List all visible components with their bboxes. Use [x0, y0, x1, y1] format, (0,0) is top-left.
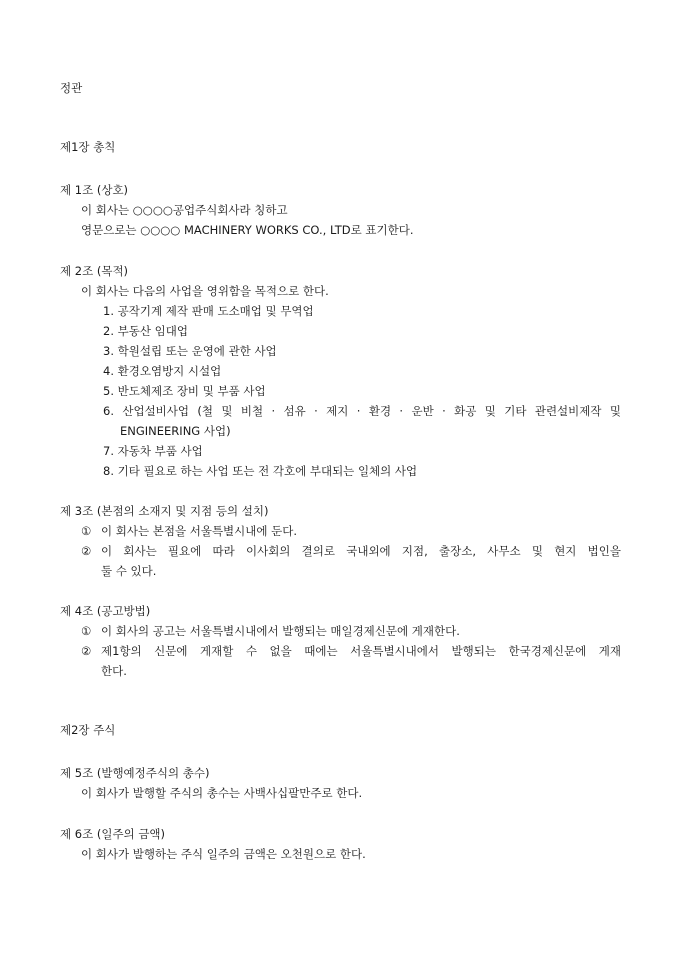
article-2-item: 3. 학원설립 또는 운영에 관한 사업 [103, 344, 277, 358]
article-5-heading: 제 5조 (발행예정주식의 총수) [60, 766, 210, 780]
paragraph-text: 이 회사는 본점을 서울특별시내에 둔다. [101, 524, 298, 538]
article-2-item: 7. 자동차 부품 사업 [103, 444, 203, 458]
article-2-item: 1. 공작기계 제작 판매 도소매업 및 무역업 [103, 304, 314, 318]
article-2-item: 8. 기타 필요로 하는 사업 또는 전 각호에 부대되는 일체의 사업 [103, 464, 418, 478]
article-4-paragraph-2 [81, 641, 621, 661]
article-2-item: 2. 부동산 임대업 [103, 324, 188, 338]
article-3-paragraph-1 [81, 521, 297, 541]
document-title: 정관 [60, 81, 83, 95]
article-2-item: 5. 반도체제조 장비 및 부품 사업 [103, 384, 266, 398]
article-2-heading: 제 2조 (목적) [60, 264, 129, 278]
paragraph-number: ② [81, 544, 92, 558]
paragraph-number: ② [81, 644, 92, 658]
article-2-item-continuation: ENGINEERING 사업) [120, 424, 231, 438]
article-2-intro: 이 회사는 다음의 사업을 영위함을 목적으로 한다. [81, 284, 329, 298]
article-1-line-1: 이 회사는 ○○○○공업주식회사라 칭하고 [81, 203, 288, 217]
article-2-item: 4. 환경오염방지 시설업 [103, 364, 222, 378]
article-1-heading: 제 1조 (상호) [60, 183, 129, 197]
paragraph-number: ① [81, 524, 92, 538]
article-3-paragraph-2 [81, 541, 621, 561]
paragraph-text: 이 회사는 필요에 따라 이사회의 결의로 국내외에 지점, 출장소, 사무소 및 현지 법인을 [101, 544, 621, 558]
article-3-heading: 제 3조 (본점의 소재지 및 지점 등의 설치) [60, 504, 269, 518]
paragraph-number: ① [81, 624, 92, 638]
chapter-2-title: 제2장 주식 [60, 723, 116, 737]
article-5-line-1: 이 회사가 발행할 주식의 총수는 사백사십팔만주로 한다. [81, 786, 363, 800]
chapter-1-title: 제1장 총칙 [60, 140, 116, 154]
article-4-heading: 제 4조 (공고방법) [60, 604, 151, 618]
article-6-line-1: 이 회사가 발행하는 주식 일주의 금액은 오천원으로 한다. [81, 847, 366, 861]
paragraph-text: 제1항의 신문에 게재할 수 없을 때에는 서울특별시내에서 발행되는 한국경제신문에 게재 [101, 644, 621, 658]
article-4-paragraph-1 [81, 621, 460, 641]
article-6-heading: 제 6조 (일주의 금액) [60, 827, 166, 841]
article-3-paragraph-2-continuation: 둘 수 있다. [101, 564, 157, 578]
paragraph-text: 이 회사의 공고는 서울특별시내에서 발행되는 매일경제신문에 게재한다. [101, 624, 460, 638]
article-1-line-2: 영문으로는 ○○○○ MACHINERY WORKS CO., LTD로 표기한다. [81, 223, 414, 237]
article-2-item: 6. 산업설비사업 (철 및 비철 · 섬유 · 제지 · 환경 · 운반 · 화공 및 기타 관련설비제작 및 [103, 404, 621, 418]
article-4-paragraph-2-continuation: 한다. [101, 664, 127, 678]
